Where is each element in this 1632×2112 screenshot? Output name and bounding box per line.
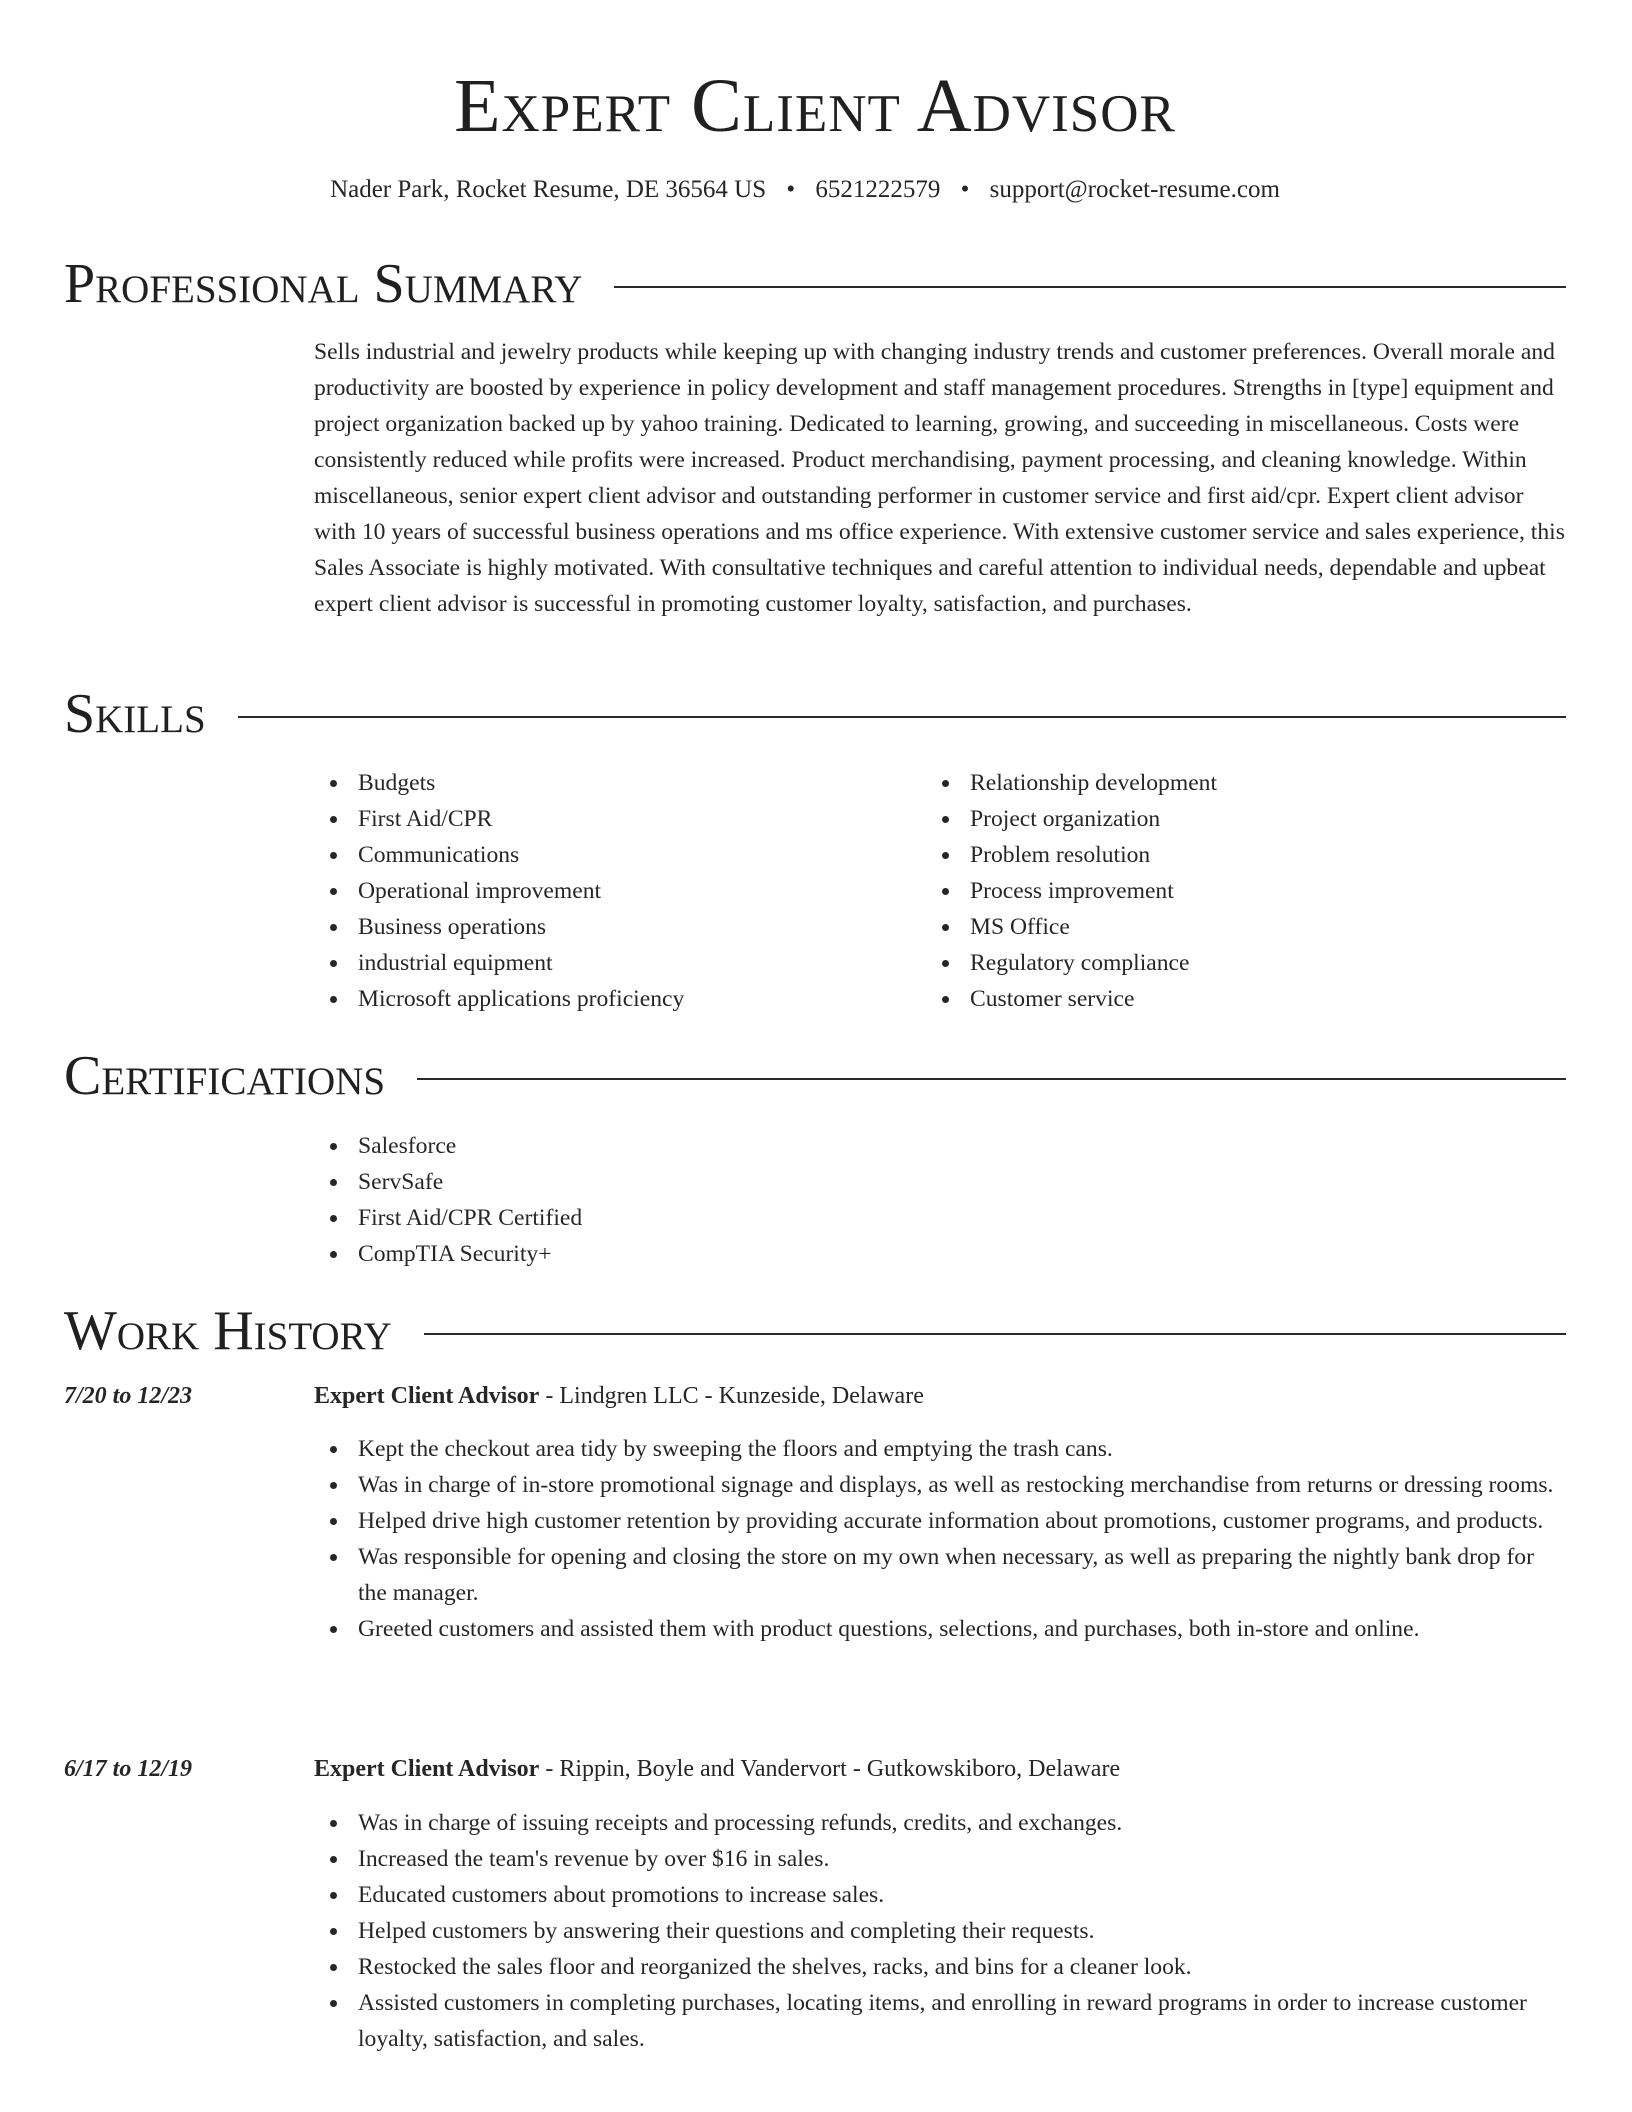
skill-item: Problem resolution	[926, 837, 1526, 873]
work-history-section-header	[64, 1299, 1566, 1363]
job-bullet: Educated customers about promotions to increase sales.	[314, 1877, 1566, 1913]
job-company-location: - Lindgren LLC - Kunzeside, Delaware	[539, 1383, 924, 1409]
certification-item: First Aid/CPR Certified	[314, 1200, 914, 1236]
skill-item: First Aid/CPR	[314, 801, 914, 837]
skill-item: Microsoft applications proficiency	[314, 981, 914, 1017]
skills-section-header	[64, 682, 1566, 746]
skill-item: Relationship development	[926, 765, 1526, 801]
certifications-heading: Certifications	[64, 1045, 386, 1107]
contact-email: support@rocket-resume.com	[989, 176, 1280, 203]
job-bullet: Was in charge of issuing receipts and processing refunds, credits, and exchanges.	[314, 1805, 1566, 1841]
skill-item: Customer service	[926, 981, 1526, 1017]
job-bullet: Restocked the sales floor and reorganized the shelves, racks, and bins for a cleaner look.	[314, 1949, 1566, 1985]
job-dates: 6/17 to 12/19	[64, 1756, 193, 1782]
skill-item: Project organization	[926, 801, 1526, 837]
skill-item: Business operations	[314, 909, 914, 945]
certification-item: Salesforce	[314, 1128, 914, 1164]
job-bullet: Increased the team's revenue by over $16 in sales.	[314, 1841, 1566, 1877]
job-company-location: - Rippin, Boyle and Vandervort - Gutkowskiboro, Delaware	[539, 1756, 1121, 1782]
resume-name: Expert Client Advisor	[454, 64, 1176, 148]
job-bullets	[314, 1805, 1566, 2057]
job-bullet: Helped customers by answering their questions and completing their requests.	[314, 1913, 1566, 1949]
skill-item: MS Office	[926, 909, 1526, 945]
job-bullet: Helped drive high customer retention by providing accurate information about promotions, customer programs, and products.	[314, 1503, 1566, 1539]
job-bullet: Assisted customers in completing purchases, locating items, and enrolling in reward programs in order to increase customer loyalty, satisfaction, and sales.	[314, 1985, 1566, 2057]
job-bullet: Was responsible for opening and closing the store on my own when necessary, as well as preparing the nightly bank drop for the manager.	[314, 1539, 1566, 1611]
work-history-heading: Work History	[64, 1300, 392, 1362]
summary-text: Sells industrial and jewelry products while keeping up with changing industry trends and customer preferences. Overall morale and productivity are boosted by experience in policy development and staff management procedures. Strengths in [type] equipment and project organization backed up by yahoo training. Dedicated to learning, growing, and succeeding in miscellaneous. Costs were consistently reduced while profits were increased. Product merchandising, payment processing, and cleaning knowledge. Within miscellaneous, senior expert client advisor and outstanding performer in customer service and first aid/cpr. Expert client advisor with 10 years of successful business operations and ms office experience. With extensive customer service and sales experience, this Sales Associate is highly motivated. With consultative techniques and careful attention to individual needs, dependable and upbeat expert client advisor is successful in promoting customer loyalty, satisfaction, and purchases.	[314, 339, 1565, 617]
summary-heading: Professional Summary	[64, 253, 583, 315]
job-bullet: Greeted customers and assisted them with product questions, selections, and purchases, both in-store and online.	[314, 1611, 1566, 1647]
job-bullets	[314, 1431, 1566, 1647]
job-bullet: Was in charge of in-store promotional signage and displays, as well as restocking merchandise from returns or dressing rooms.	[314, 1467, 1566, 1503]
skill-item: Regulatory compliance	[926, 945, 1526, 981]
skill-item: Operational improvement	[314, 873, 914, 909]
section-divider	[417, 1078, 1566, 1080]
section-divider	[238, 716, 1566, 718]
skills-list-left	[314, 765, 914, 1017]
certification-item: ServSafe	[314, 1164, 914, 1200]
skills-list-right	[926, 765, 1526, 1017]
job-title-line	[314, 1751, 1566, 1787]
contact-separator: •	[960, 176, 970, 203]
contact-address: Nader Park, Rocket Resume, DE 36564 US	[330, 176, 767, 203]
job-title-line	[314, 1378, 1566, 1414]
skill-item: Communications	[314, 837, 914, 873]
section-divider	[424, 1333, 1566, 1335]
contact-separator: •	[786, 176, 796, 203]
skill-item: industrial equipment	[314, 945, 914, 981]
summary-section-header	[64, 252, 1566, 316]
section-divider	[614, 286, 1566, 288]
job-role: Expert Client Advisor	[314, 1756, 540, 1782]
job-bullet: Kept the checkout area tidy by sweeping the floors and emptying the trash cans.	[314, 1431, 1566, 1467]
certification-item: CompTIA Security+	[314, 1236, 914, 1272]
job-dates: 7/20 to 12/23	[64, 1383, 193, 1409]
skills-heading: Skills	[64, 683, 206, 745]
certifications-list	[314, 1128, 914, 1272]
contact-phone: 6521222579	[815, 176, 941, 203]
skill-item: Process improvement	[926, 873, 1526, 909]
certifications-section-header	[64, 1044, 1566, 1108]
contact-line	[64, 172, 1546, 208]
skill-item: Budgets	[314, 765, 914, 801]
job-role: Expert Client Advisor	[314, 1383, 540, 1409]
